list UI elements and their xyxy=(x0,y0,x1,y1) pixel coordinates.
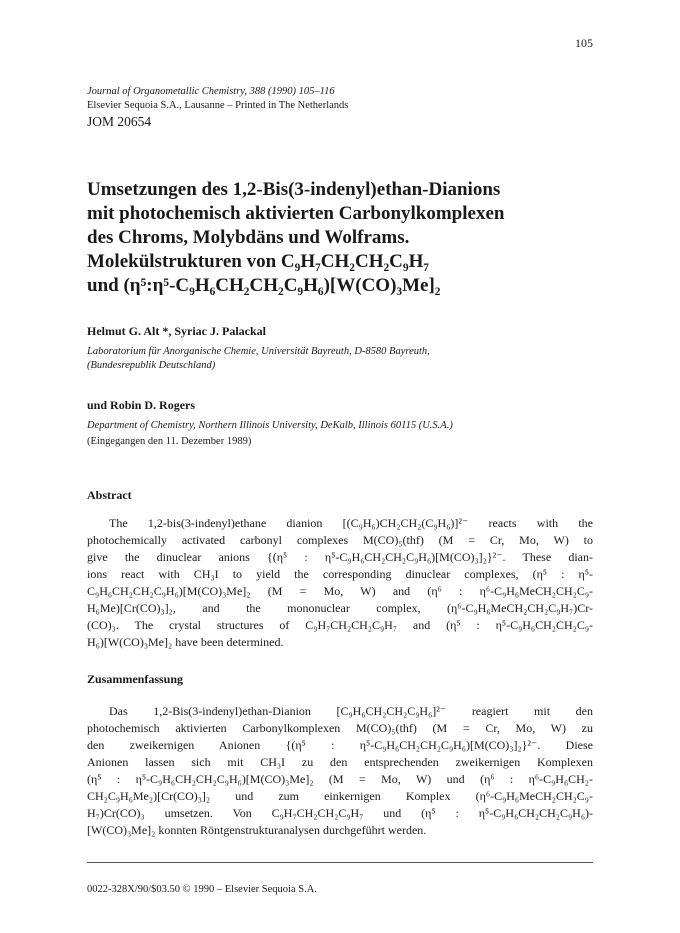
author-block-2 xyxy=(87,397,593,449)
text-line: H₇)Cr(CO)₃ umsetzen. Von C₉H₇CH₂CH₂C₉H₇ und (η⁵ : η⁵-C₉H₆CH₂CH₂C₉H₆)- xyxy=(87,806,593,820)
title-line: des Chroms, Molybdäns und Wolframs. xyxy=(87,227,410,248)
text-line: photochemically activated carbonyl complexes M(CO)₅(thf) (M = Cr, Mo, W) to xyxy=(87,533,593,547)
journal-header xyxy=(87,85,593,131)
text-line: photochemisch aktivierten Carbonylkomplexen M(CO)₅(thf) (M = Cr, Mo, W) zu xyxy=(87,721,593,735)
jom-id: JOM 20654 xyxy=(87,114,152,129)
author-names: und Robin D. Rogers xyxy=(87,398,196,412)
journal-citation: Journal of Organometallic Chemistry, 388 (1990) 105–116 xyxy=(87,86,335,97)
zusammenfassung-text xyxy=(87,703,593,839)
text-line: CH₂C₉H₆Me₂)[Cr(CO)₃]₂ und zum einkernigen Komplex (η⁶-C₉H₆MeCH₂CH₂C₉- xyxy=(87,789,593,803)
author-names: Helmut G. Alt *, Syriac J. Palackal xyxy=(87,324,266,338)
title-line: Umsetzungen des 1,2-Bis(3-indenyl)ethan-Dianions xyxy=(87,179,501,200)
text-line: C₉H₆CH₂CH₂C₉H₆)[M(CO)₃Me]₂ (M = Mo, W) and (η⁶ : η⁶-C₉H₆MeCH₂CH₂C₉- xyxy=(87,584,593,598)
copyright-footer: 0022-328X/90/$03.50 © 1990 – Elsevier Sequoia S.A. xyxy=(87,884,317,895)
text-line: give the dinuclear anions {(η⁵ : η⁵-C₉H₆CH₂CH₂C₉H₆)[M(CO)₃]₂}²⁻. These dian- xyxy=(87,550,593,564)
text-line: (CO)₃. The crystal structures of C₉H₇CH₂CH₂C₉H₇ and (η⁵ : η⁵-C₉H₆CH₂CH₂C₉- xyxy=(87,618,593,632)
footer-divider xyxy=(87,862,593,863)
text-line: Anionen lassen sich mit CH₃I zu den entsprechenden zweikernigen Komplexen xyxy=(87,755,593,769)
publisher-line: Elsevier Sequoia S.A., Lausanne – Printed in The Netherlands xyxy=(87,100,349,111)
title-line: und (η⁵:η⁵-C₉H₆CH₂CH₂C₉H₆)[W(CO)₃Me]₂ xyxy=(87,275,441,296)
text-line: ions react with CH₃I to yield the corresponding dinuclear complexes, (η⁵ : η⁵- xyxy=(87,567,593,581)
page-number: 105 xyxy=(575,36,593,50)
text-line: Das 1,2-Bis(3-indenyl)ethan-Dianion [C₉H₆CH₂CH₂C₉H₆]²⁻ reagiert mit den xyxy=(109,704,593,718)
received-date: (Eingegangen den 11. Dezember 1989) xyxy=(87,436,252,447)
zusammenfassung-heading: Zusammenfassung xyxy=(87,672,184,686)
text-line: The 1,2-bis(3-indenyl)ethane dianion [(C₉H₆)CH₂CH₂(C₉H₆)]²⁻ reacts with the xyxy=(109,516,593,530)
affiliation: Laboratorium für Anorganische Chemie, Universität Bayreuth, D-8580 Bayreuth, xyxy=(87,346,430,357)
text-line: [W(CO)₃Me]₂ konnten Röntgenstrukturanalysen durchgeführt werden. xyxy=(87,823,427,837)
affiliation: Department of Chemistry, Northern Illinois University, DeKalb, Illinois 60115 (U.S.A.) xyxy=(87,420,453,431)
abstract-text xyxy=(87,515,593,651)
text-line: H₆)[W(CO)₃Me]₂ have been determined. xyxy=(87,635,284,649)
paper-title xyxy=(87,178,593,298)
affiliation-country: (Bundesrepublik Deutschland) xyxy=(87,360,216,371)
title-line: mit photochemisch aktivierten Carbonylkomplexen xyxy=(87,203,505,224)
text-line: den zweikernigen Anionen {(η⁵ : η⁵-C₉H₆CH₂CH₂C₉H₆)[M(CO)₃]₂}²⁻. Diese xyxy=(87,738,593,752)
title-line: Molekülstrukturen von C₉H₇CH₂CH₂C₉H₇ xyxy=(87,251,430,272)
text-line: H₆Me)[Cr(CO)₃]₂, and the mononuclear complex, (η⁶-C₉H₆MeCH₂CH₂C₉H₇)Cr- xyxy=(87,601,593,615)
text-line: (η⁵ : η⁵-C₉H₆CH₂CH₂C₉H₆)[M(CO)₃Me]₂ (M = Mo, W) und (η⁶ : η⁶-C₉H₆CH₂- xyxy=(87,772,593,786)
abstract-heading: Abstract xyxy=(87,488,132,502)
author-block-1 xyxy=(87,323,593,373)
